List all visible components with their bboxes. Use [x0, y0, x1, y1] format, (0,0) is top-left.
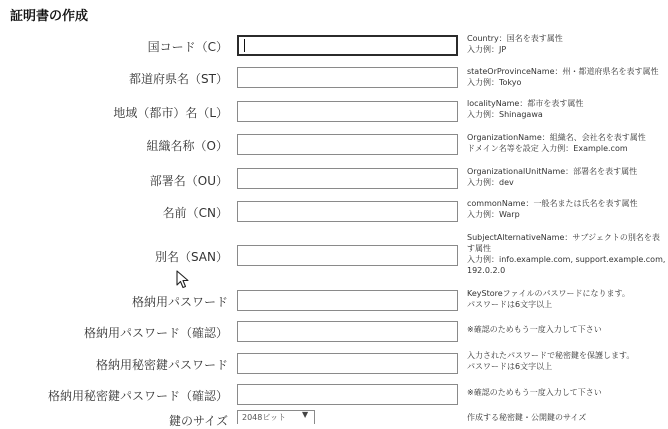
- common-name-label: 名前（CN）: [162, 206, 228, 220]
- mouse-pointer-icon: [176, 270, 190, 290]
- chevron-down-icon[interactable]: ▼: [302, 410, 309, 419]
- keystore-password-input[interactable]: [237, 290, 458, 311]
- state-input[interactable]: [237, 67, 458, 88]
- private-key-password-confirm-label: 格納用秘密鍵パスワード（確認）: [47, 389, 228, 403]
- org-unit-help: OrganizationalUnitName：部署名を表す属性 入力例：dev: [467, 167, 638, 187]
- locality-label: 地域（都市）名（L）: [113, 106, 228, 120]
- country-help: Country：国名を表す属性 入力例：JP: [467, 34, 563, 54]
- san-label: 別名（SAN）: [154, 250, 228, 264]
- keystore-password-help: KeyStoreファイルのパスワードになります。 パスワードは6文字以上: [467, 289, 630, 309]
- key-size-selected-value: 2048ビット: [242, 413, 287, 422]
- state-label: 都道府県名（ST）: [129, 72, 228, 86]
- text-caret: [244, 39, 245, 52]
- organization-help: OrganizationName：組織名、会社名を表す属性 ドメイン名等を設定 入力例：Example.com: [467, 133, 646, 153]
- private-key-password-confirm-input[interactable]: [237, 384, 458, 405]
- country-label: 国コード（C）: [147, 40, 228, 54]
- keystore-password-confirm-input[interactable]: [237, 321, 458, 342]
- organization-label: 組織名称（O）: [146, 139, 228, 153]
- org-unit-label: 部署名（OU）: [149, 174, 228, 188]
- keystore-password-confirm-label: 格納用パスワード（確認）: [83, 326, 228, 340]
- locality-help: localityName：都市を表す属性 入力例：Shinagawa: [467, 99, 584, 119]
- key-size-label: 鍵のサイズ: [168, 414, 228, 428]
- state-help: stateOrProvinceName：州・都道府県名を表す属性 入力例：Tokyo: [467, 67, 659, 87]
- private-key-password-confirm-help: ※確認のためもう一度入力して下さい: [467, 388, 602, 397]
- common-name-input[interactable]: [237, 201, 458, 222]
- locality-input[interactable]: [237, 101, 458, 122]
- private-key-password-help: 入力されたパスワードで秘密鍵を保護します。 パスワードは6文字以上: [467, 351, 635, 371]
- key-size-help: 作成する秘密鍵・公開鍵のサイズ: [467, 413, 587, 422]
- private-key-password-input[interactable]: [237, 353, 458, 374]
- keystore-password-label: 格納用パスワード: [131, 295, 228, 309]
- san-input[interactable]: [237, 245, 458, 266]
- country-input[interactable]: [237, 35, 458, 56]
- org-unit-input[interactable]: [237, 168, 458, 189]
- page-title: 証明書の作成: [10, 9, 89, 24]
- private-key-password-label: 格納用秘密鍵パスワード: [95, 358, 228, 372]
- organization-input[interactable]: [237, 134, 458, 155]
- san-help: SubjectAlternativeName：サブジェクトの別名を表す属性 入力例：info.example.com, support.example.com, 192.0.2.0: [467, 233, 666, 275]
- common-name-help: commonName：一般名または氏名を表す属性 入力例：Warp: [467, 199, 638, 219]
- keystore-password-confirm-help: ※確認のためもう一度入力して下さい: [467, 325, 602, 334]
